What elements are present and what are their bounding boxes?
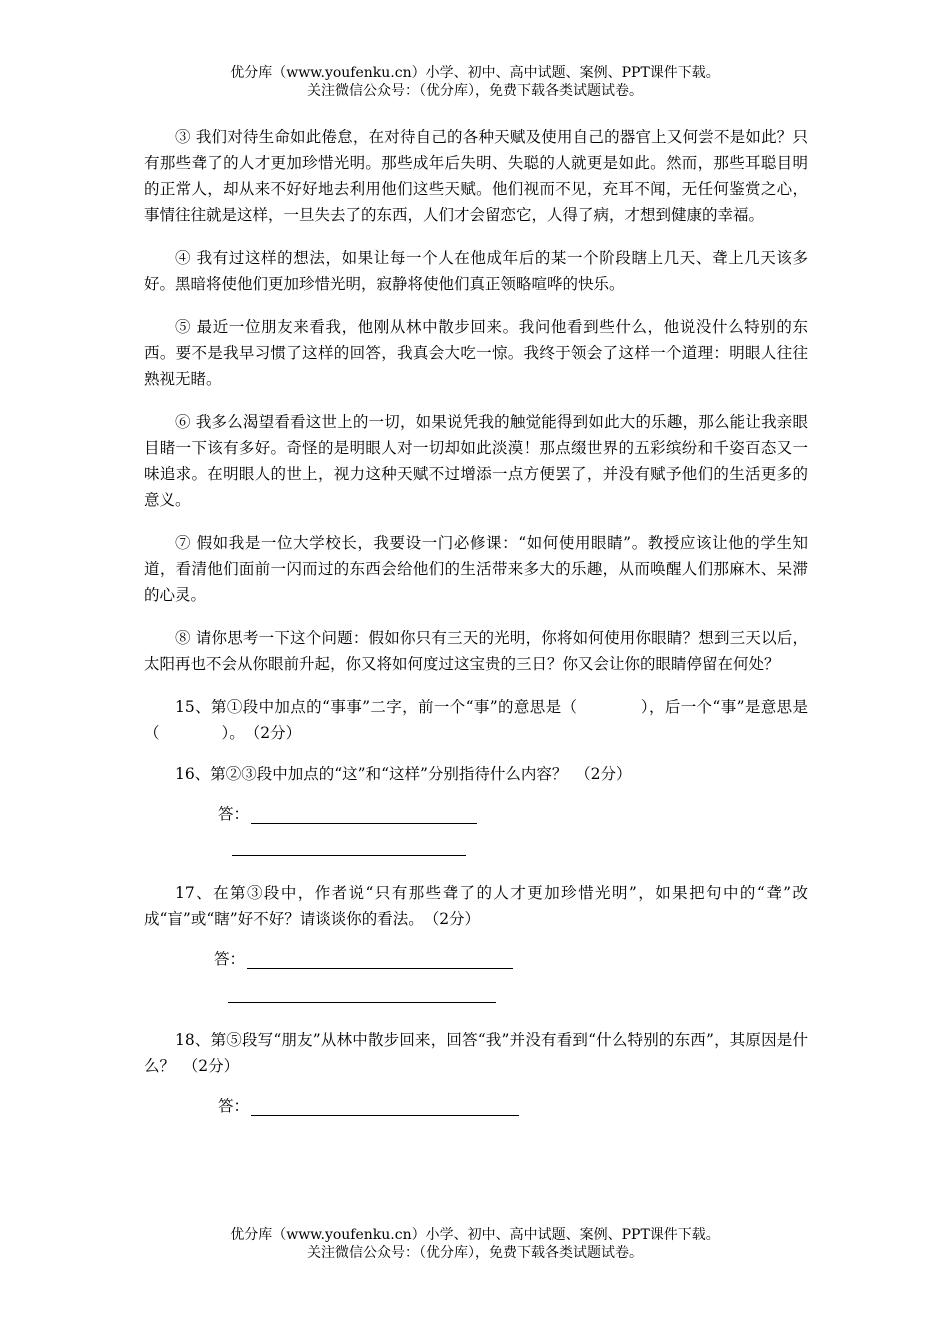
answer-blank[interactable] [251,822,477,824]
answer-blank[interactable] [247,967,513,969]
paragraph-4: ④ 我有过这样的想法，如果让每一个人在他成年后的某一个阶段瞎上几天、聋上几天该多好。黑暗将使他们更加珍惜光明，寂静将使他们真正领略喧哗的快乐。 [144,249,808,293]
page-header [0,64,950,100]
question-15: 15、第①段中加点的“事事”二字，前一个“事”的意思是（ ），后一个“事”是意思是（ ）。 （2分） [144,698,808,742]
answer-17-line-1[interactable] [214,947,808,969]
paragraph-3: ③ 我们对待生命如此倦怠，在对待自己的各种天赋及使用自己的器官上又何尝不是如此？只有那些聋了的人才更加珍惜光明。那些成年后失明、失聪的人就更是如此。然而，那些耳聪目明的正常人，却从来不好好地去利用他们这些天赋。他们视而不见，充耳不闻，无任何鉴赏之心，事情往往就是这样，一旦失去了的东西，人们才会留恋它，人得了病，才想到健康的幸福。 [144,128,808,224]
answer-label: 答： [214,950,246,968]
paragraph-6: ⑥ 我多么渴望看看这世上的一切，如果说凭我的触觉能得到如此大的乐趣，那么能让我亲眼目睹一下该有多好。奇怪的是明眼人对一切却如此淡漠！那点缀世界的五彩缤纷和千姿百态又一味追求。在明眼人的世上，视力这种天赋不过增添一点方便罢了，并没有赋予他们的生活更多的意义。 [144,413,808,509]
answer-label: 答： [218,1097,250,1115]
page-footer [0,1226,950,1262]
header-line-1: 优分库（www.youfenku.cn）小学、初中、高中试题、案例、PPT课件下载。 [230,65,720,81]
footer-line-2: 关注微信公众号：（优分库），免费下载各类试题试卷。 [307,1245,643,1261]
answer-blank[interactable] [251,1114,519,1116]
answer-label: 答： [218,805,250,823]
question-18: 18、第⑤段写“朋友”从林中散步回来，回答“我”并没有看到“什么特别的东西”，其原因是什么？ （2分） [144,1031,808,1075]
question-17: 17、在第③段中，作者说“只有那些聋了的人才更加珍惜光明”，如果把句中的“聋”改成“盲”或“瞎”好不好？请谈谈你的看法。 （2分） [144,884,808,928]
document-body [144,124,808,1116]
answer-17-line-2[interactable] [228,1001,496,1003]
paragraph-8: ⑧ 请你思考一下这个问题：假如你只有三天的光明，你将如何使用你眼睛？想到三天以后，太阳再也不会从你眼前升起，你又将如何度过这宝贵的三日？你又会让你的眼睛停留在何处？ [144,629,808,673]
answer-16-line-2[interactable] [232,854,466,856]
question-16: 16、第②③段中加点的“这”和“这样”分别指待什么内容？ （2分） [175,765,632,783]
footer-line-1: 优分库（www.youfenku.cn）小学、初中、高中试题、案例、PPT课件下载。 [230,1227,720,1243]
paragraph-5: ⑤ 最近一位朋友来看我，他刚从林中散步回来。我问他看到些什么，他说没什么特别的东西。要不是我早习惯了这样的回答，我真会大吃一惊。我终于领会了这样一个道理：明眼人往往熟视无睹。 [144,318,808,388]
paragraph-7: ⑦ 假如我是一位大学校长，我要设一门必修课：“如何使用眼睛”。教授应该让他的学生知道，看清他们面前一闪而过的东西会给他们的生活带来多大的乐趣，从而唤醒人们那麻木、呆滞的心灵。 [144,534,808,604]
answer-18-line-1[interactable] [218,1094,808,1116]
answer-16-line-1[interactable] [218,802,808,824]
header-line-2: 关注微信公众号：（优分库），免费下载各类试题试卷。 [307,83,643,99]
